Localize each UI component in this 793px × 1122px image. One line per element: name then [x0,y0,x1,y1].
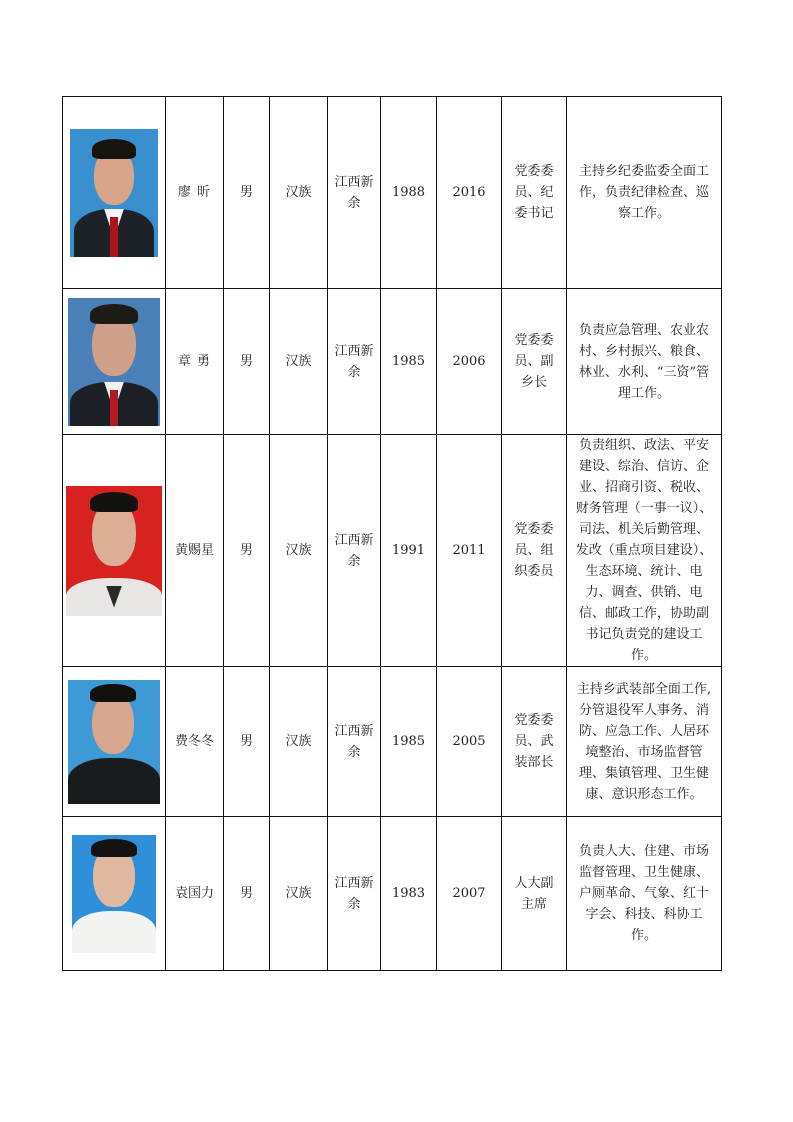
position-cell: 党委委员、副乡长 [502,289,567,435]
position-cell: 党委委员、组织委员 [502,435,567,667]
table-row [63,817,722,971]
hometown-cell: 江西新余 [328,97,381,289]
portrait-photo [68,298,160,426]
leadership-table [62,96,722,971]
duties-cell: 主持乡纪委监委全面工作，负责纪律检查、巡察工作。 [567,97,722,289]
ethnicity-cell: 汉族 [270,97,328,289]
position-cell: 党委委员、纪委书记 [502,97,567,289]
ethnicity-cell: 汉族 [270,289,328,435]
work-year-cell: 2007 [437,817,502,971]
photo-cell [63,435,166,667]
birth-year-cell: 1991 [381,435,437,667]
position-cell: 党委委员、武装部长 [502,667,567,817]
photo-cell [63,289,166,435]
work-year-cell: 2016 [437,97,502,289]
gender-cell: 男 [224,289,270,435]
photo-cell [63,667,166,817]
gender-cell: 男 [224,435,270,667]
work-year-cell: 2011 [437,435,502,667]
work-year-cell: 2006 [437,289,502,435]
name-cell: 黄赐星 [166,435,224,667]
duties-cell: 主持乡武装部全面工作,分管退役军人事务、消防、应急工作、人居环境整治、市场监督管理、集镇管理、卫生健康、意识形态工作。 [567,667,722,817]
gender-cell: 男 [224,817,270,971]
position-cell: 人大副主席 [502,817,567,971]
table-row [63,97,722,289]
gender-cell: 男 [224,97,270,289]
portrait-photo [66,486,162,616]
hometown-cell: 江西新余 [328,289,381,435]
photo-cell [63,97,166,289]
name-cell: 袁国力 [166,817,224,971]
duties-cell: 负责人大、住建、市场监督管理、卫生健康、户厕革命、气象、红十字会、科技、科协工作。 [567,817,722,971]
ethnicity-cell: 汉族 [270,435,328,667]
hometown-cell: 江西新余 [328,435,381,667]
name-cell: 章 勇 [166,289,224,435]
ethnicity-cell: 汉族 [270,667,328,817]
table-row [63,667,722,817]
portrait-photo [70,129,158,257]
name-cell: 廖 昕 [166,97,224,289]
hometown-cell: 江西新余 [328,667,381,817]
table-row [63,289,722,435]
ethnicity-cell: 汉族 [270,817,328,971]
work-year-cell: 2005 [437,667,502,817]
name-cell: 费冬冬 [166,667,224,817]
duties-cell: 负责组织、政法、平安建设、综治、信访、企业、招商引资、税收、财务管理（一事一议）、司法、机关后勤管理、发改（重点项目建设）、生态环境、统计、电力、调查、供销、电信、邮政工作，协助副书记负责党的建设工作。 [567,435,722,667]
photo-cell [63,817,166,971]
birth-year-cell: 1983 [381,817,437,971]
gender-cell: 男 [224,667,270,817]
birth-year-cell: 1985 [381,667,437,817]
portrait-photo [68,680,160,804]
hometown-cell: 江西新余 [328,817,381,971]
birth-year-cell: 1985 [381,289,437,435]
birth-year-cell: 1988 [381,97,437,289]
table-row [63,435,722,667]
portrait-photo [72,835,156,953]
duties-cell: 负责应急管理、农业农村、乡村振兴、粮食、林业、水利、“三资”管理工作。 [567,289,722,435]
